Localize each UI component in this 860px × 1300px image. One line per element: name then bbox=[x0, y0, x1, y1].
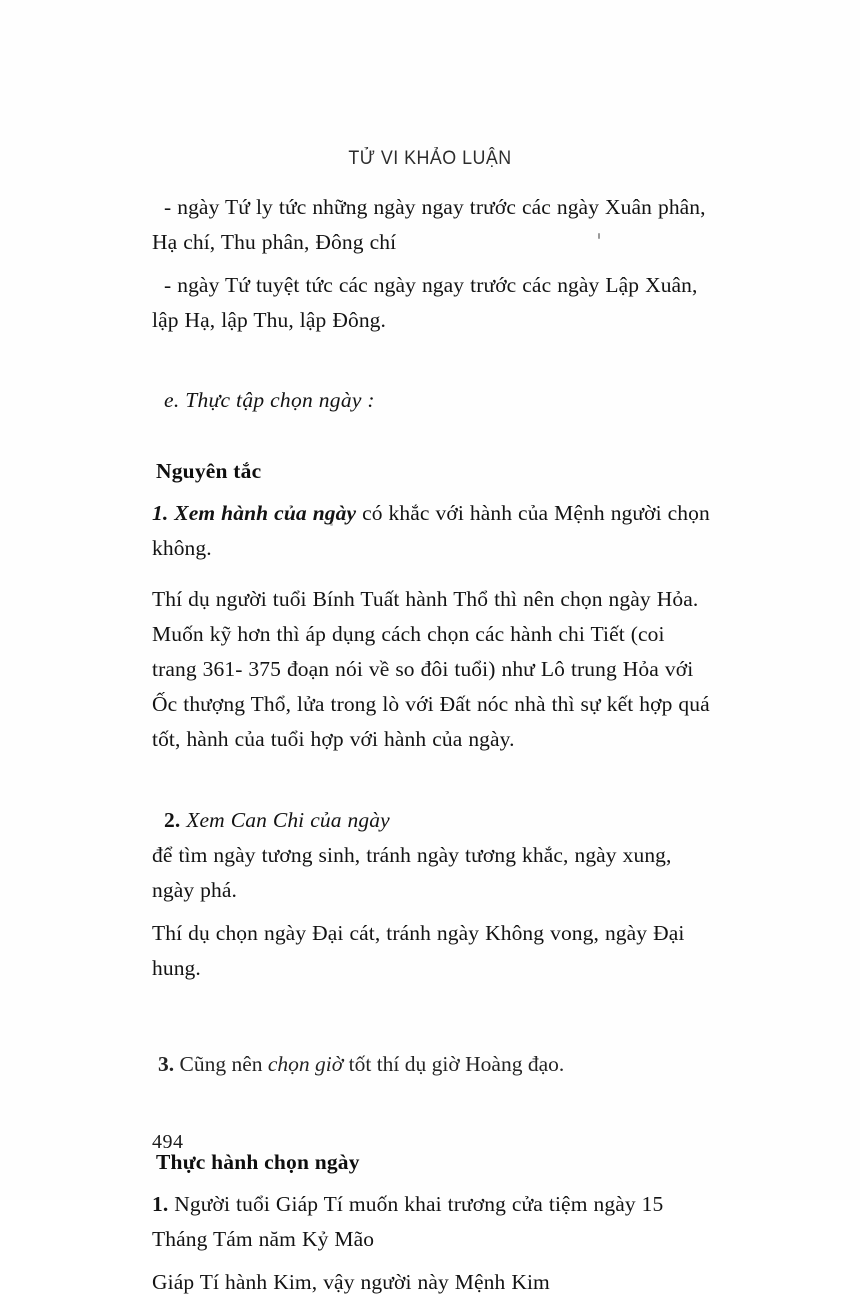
spacer bbox=[152, 757, 780, 803]
section-label-e-text: e. Thực tập chọn ngày : bbox=[164, 388, 375, 412]
rule-2-example-line bbox=[152, 951, 780, 986]
rule-3-part-2: tốt thí dụ giờ Hoàng đạo. bbox=[343, 1052, 565, 1076]
practice-1-line-3: Giáp Tí hành Kim, vậy người này Mệnh Kim bbox=[152, 1270, 550, 1294]
example-paragraph-1-line bbox=[152, 687, 780, 722]
bullet-line-2: lập Hạ, lập Thu, lập Đông. bbox=[152, 308, 386, 332]
spacer bbox=[152, 1032, 780, 1048]
heading-thuc-hanh-text: Thực hành chọn ngày bbox=[156, 1150, 360, 1174]
bullet-line-2: Hạ chí, Thu phân, Đông chí bbox=[152, 230, 397, 254]
practice-1-number: 1. bbox=[152, 1192, 169, 1216]
spacer bbox=[152, 1120, 780, 1146]
rule-2-line-4: hung. bbox=[152, 956, 201, 980]
spacer bbox=[152, 986, 780, 1032]
spacer bbox=[152, 260, 780, 268]
bullet-item-continuation bbox=[152, 225, 780, 260]
rule-1-title: 1. Xem hành của ngày bbox=[152, 501, 357, 525]
running-head: TỬ VI KHẢO LUẬN bbox=[348, 148, 512, 169]
rule-2-line bbox=[152, 873, 780, 908]
body-text-block bbox=[152, 190, 780, 1300]
practice-1 bbox=[152, 1187, 780, 1222]
page-number: 494 bbox=[152, 1131, 184, 1153]
spacer bbox=[152, 566, 780, 582]
rule-1-continuation bbox=[152, 531, 780, 566]
rule-3-number: 3. bbox=[158, 1052, 175, 1076]
spacer bbox=[152, 1257, 780, 1265]
rule-3-italic: chọn giờ bbox=[267, 1052, 344, 1076]
example-paragraph-1 bbox=[152, 582, 780, 617]
rule-1-line-2: không. bbox=[152, 536, 212, 560]
bullet-item bbox=[152, 268, 780, 303]
rule-3-part-1: Cũng nên bbox=[174, 1052, 268, 1076]
rule-2-line-3: Thí dụ chọn ngày Đại cát, tránh ngày Không vong, ngày Đại bbox=[152, 921, 685, 945]
bullet-line-1: - ngày Tứ ly tức những ngày ngay trước các ngày Xuân phân, bbox=[164, 195, 706, 219]
rule-2-number: 2. bbox=[164, 808, 181, 832]
rule-2-heading bbox=[152, 803, 780, 838]
rule-2-line bbox=[152, 838, 780, 873]
section-label-e bbox=[152, 384, 780, 417]
practice-1-line-1: Người tuổi Giáp Tí muốn khai trương cửa tiệm ngày 15 bbox=[168, 1192, 664, 1216]
bullet-line-1: - ngày Tứ tuyệt tức các ngày ngay trước các ngày Lập Xuân, bbox=[164, 273, 698, 297]
example-paragraph-1-line bbox=[152, 617, 780, 652]
rule-1-rest: có khắc với hành của Mệnh người chọn bbox=[356, 501, 710, 525]
spacer bbox=[152, 417, 780, 455]
rule-2-line-2: ngày phá. bbox=[152, 878, 237, 902]
rule-2-example-line bbox=[152, 916, 780, 951]
rule-3 bbox=[152, 1048, 780, 1074]
example-paragraph-1-line bbox=[152, 652, 780, 687]
heading-thuc-hanh bbox=[152, 1146, 780, 1179]
example-1-line-3: trang 361- 375 đoạn nói về so đôi tuổi) như Lô trung Hỏa với bbox=[152, 657, 694, 681]
example-1-line-2: Muốn kỹ hơn thì áp dụng cách chọn các hành chi Tiết (coi bbox=[152, 622, 665, 646]
example-1-line-4: Ốc thượng Thổ, lửa trong lò với Đất nóc nhà thì sự kết hợp quá bbox=[152, 692, 710, 716]
rule-2-line-1: để tìm ngày tương sinh, tránh ngày tương khắc, ngày xung, bbox=[152, 843, 672, 867]
heading-nguyen-tac-text: Nguyên tắc bbox=[156, 459, 262, 483]
rule-2-title: Xem Can Chi của ngày bbox=[180, 808, 390, 832]
spacer bbox=[152, 488, 780, 496]
example-1-line-5: tốt, hành của tuổi hợp với hành của ngày. bbox=[152, 727, 515, 751]
heading-nguyen-tac bbox=[152, 455, 780, 488]
spacer bbox=[152, 338, 780, 384]
bullet-item bbox=[152, 190, 780, 225]
practice-1-line-2: Tháng Tám năm Kỷ Mão bbox=[152, 1227, 375, 1251]
practice-1-line bbox=[152, 1265, 780, 1300]
practice-1-line bbox=[152, 1222, 780, 1257]
spacer bbox=[152, 908, 780, 916]
rule-1 bbox=[152, 496, 780, 531]
example-paragraph-1-line bbox=[152, 722, 780, 757]
spacer bbox=[152, 1179, 780, 1187]
bullet-item-continuation bbox=[152, 303, 780, 338]
example-1-line-1: Thí dụ người tuổi Bính Tuất hành Thổ thì nên chọn ngày Hỏa. bbox=[152, 587, 699, 611]
